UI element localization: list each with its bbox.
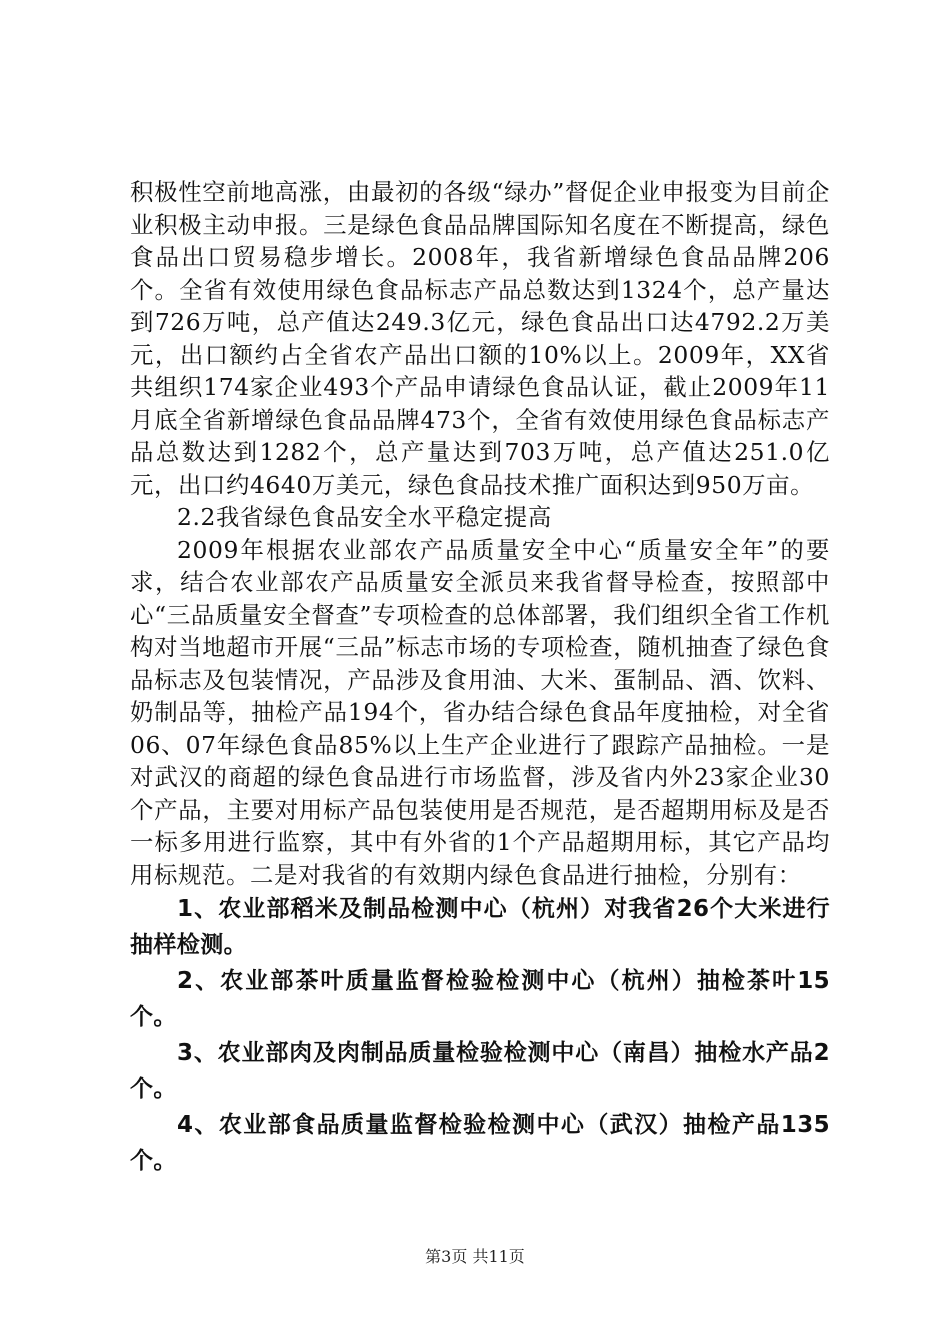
list-item: 2、农业部茶叶质量监督检验检测中心（杭州）抽检茶叶15个。 [130,968,830,1030]
list-item: 4、农业部食品质量监督检验检测中心（武汉）抽检产品135个。 [130,1112,830,1174]
list-item: 3、农业部肉及肉制品质量检验检测中心（南昌）抽检水产品2个。 [130,1040,830,1102]
paragraph-continuation: 积极性空前地高涨，由最初的各级“绿办”督促企业申报变为目前企业积极主动申报。三是绿色食品品牌国际知名度在不断提高，绿色食品出口贸易稳步增长。2008年，我省新增绿色食品品牌206个。全省有效使用绿色食品标志产品总数达到1324个，总产量达到726万吨，总产值达249.3亿元，绿色食品出口达4792.2万美元，出口额约占全省农产品出口额的10%以上。2009年，XX省共组织174家企业493个产品申请绿色食品认证，截止2009年11月底全省新增绿色食品品牌473个，全省有效使用绿色食品标志产品总数达到1282个，总产量达到703万吨，总产值达251.0亿元，出口约4640万美元，绿色食品技术推广面积达到950万亩。 [130,178,830,499]
page-footer: 第3页 共11页 [425,1247,525,1266]
paragraph-inspection: 2009年根据农业部农产品质量安全中心“质量安全年”的要求，结合农业部农产品质量安全派员来我省督导检查，按照部中心“三品质量安全督查”专项检查的总体部署，我们组织全省工作机构对当地超市开展“三品”标志市场的专项检查，随机抽查了绿色食品标志及包装情况，产品涉及食用油、大米、蛋制品、酒、饮料、奶制品等，抽检产品194个，省办结合绿色食品年度抽检，对全省06、07年绿色食品85%以上生产企业进行了跟踪产品抽检。一是对武汉的商超的绿色食品进行市场监督，涉及省内外23家企业30个产品，主要对用标产品包装使用是否规范，是否超期用标及是否一标多用进行监察，其中有外省的1个产品超期用标，其它产品均用标规范。二是对我省的有效期内绿色食品进行抽检，分别有： [130,535,830,889]
section-heading: 2.2我省绿色食品安全水平稳定提高 [177,503,552,531]
list-item: 1、农业部稻米及制品检测中心（杭州）对我省26个大米进行抽样检测。 [130,896,830,958]
document-body [130,176,830,1179]
